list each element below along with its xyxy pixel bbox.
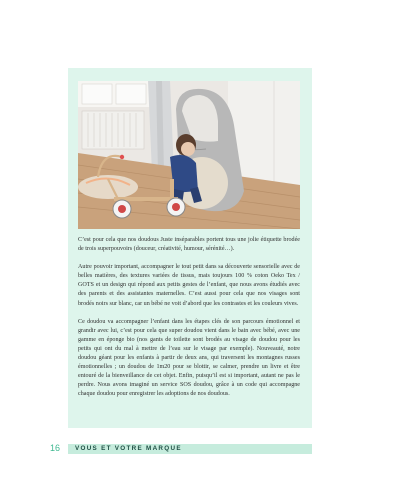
page-number: 16 — [50, 443, 61, 453]
chapter-title: VOUS ET VOTRE MARQUE — [75, 445, 182, 452]
paragraph-intro: C’est pour cela que nos doudous Juste inséparables portent tous une jolie étiquette brodée de trois superpouvoirs (douceur, créativité, humour, sérénité…). — [78, 237, 300, 253]
paragraph-emotional: Ce doudou va accompagner l’enfant dans les étapes clés de son parcours émotionnel et grandir avec lui, c’est pour cela que super doudou vient dans le bain avec bébé, avec une gamme en éponge bio (nos gants de toilette sont brodés au visage de doudou pour les petits qui ont du mal à mettre de l’eau sur le visage par exemple). Nouveauté, notre doudou géant pour les enfants à partir de deux ans, qui traversent les montagnes russes émotionnelles ; un doudou de 1m20 pour se blottir, se calmer, prendre un livre et être entouré de la bienveillance de cet objet. Enfin, puisqu’il est si important, autant ne pas le perdre. Nous avons imaginé un service SOS doudou, grâce à un code qui accompagne chaque doudou pour enregistrer les adoptions de nos doudous. — [78, 318, 300, 398]
sidebar-text — [78, 236, 300, 400]
chapter-band — [68, 444, 312, 454]
photo-illustration — [78, 81, 300, 229]
paragraph-sensory: Autre pouvoir important, accompagner le tout petit dans sa découverte sensorielle avec de belles matières, des textures variées de tissus, mais toujours 100 % coton Oeko Tex / GOTS et un design qui répond aux petits gestes de l’enfant, que nous avons étudiés avec des parents et des assistantes maternelles. C’est aussi pour cela que nos visages sont brodés noirs sur blanc, car un bébé ne voit d’abord que les contrastes et les couleurs vives. — [78, 264, 300, 307]
photo — [78, 81, 300, 229]
